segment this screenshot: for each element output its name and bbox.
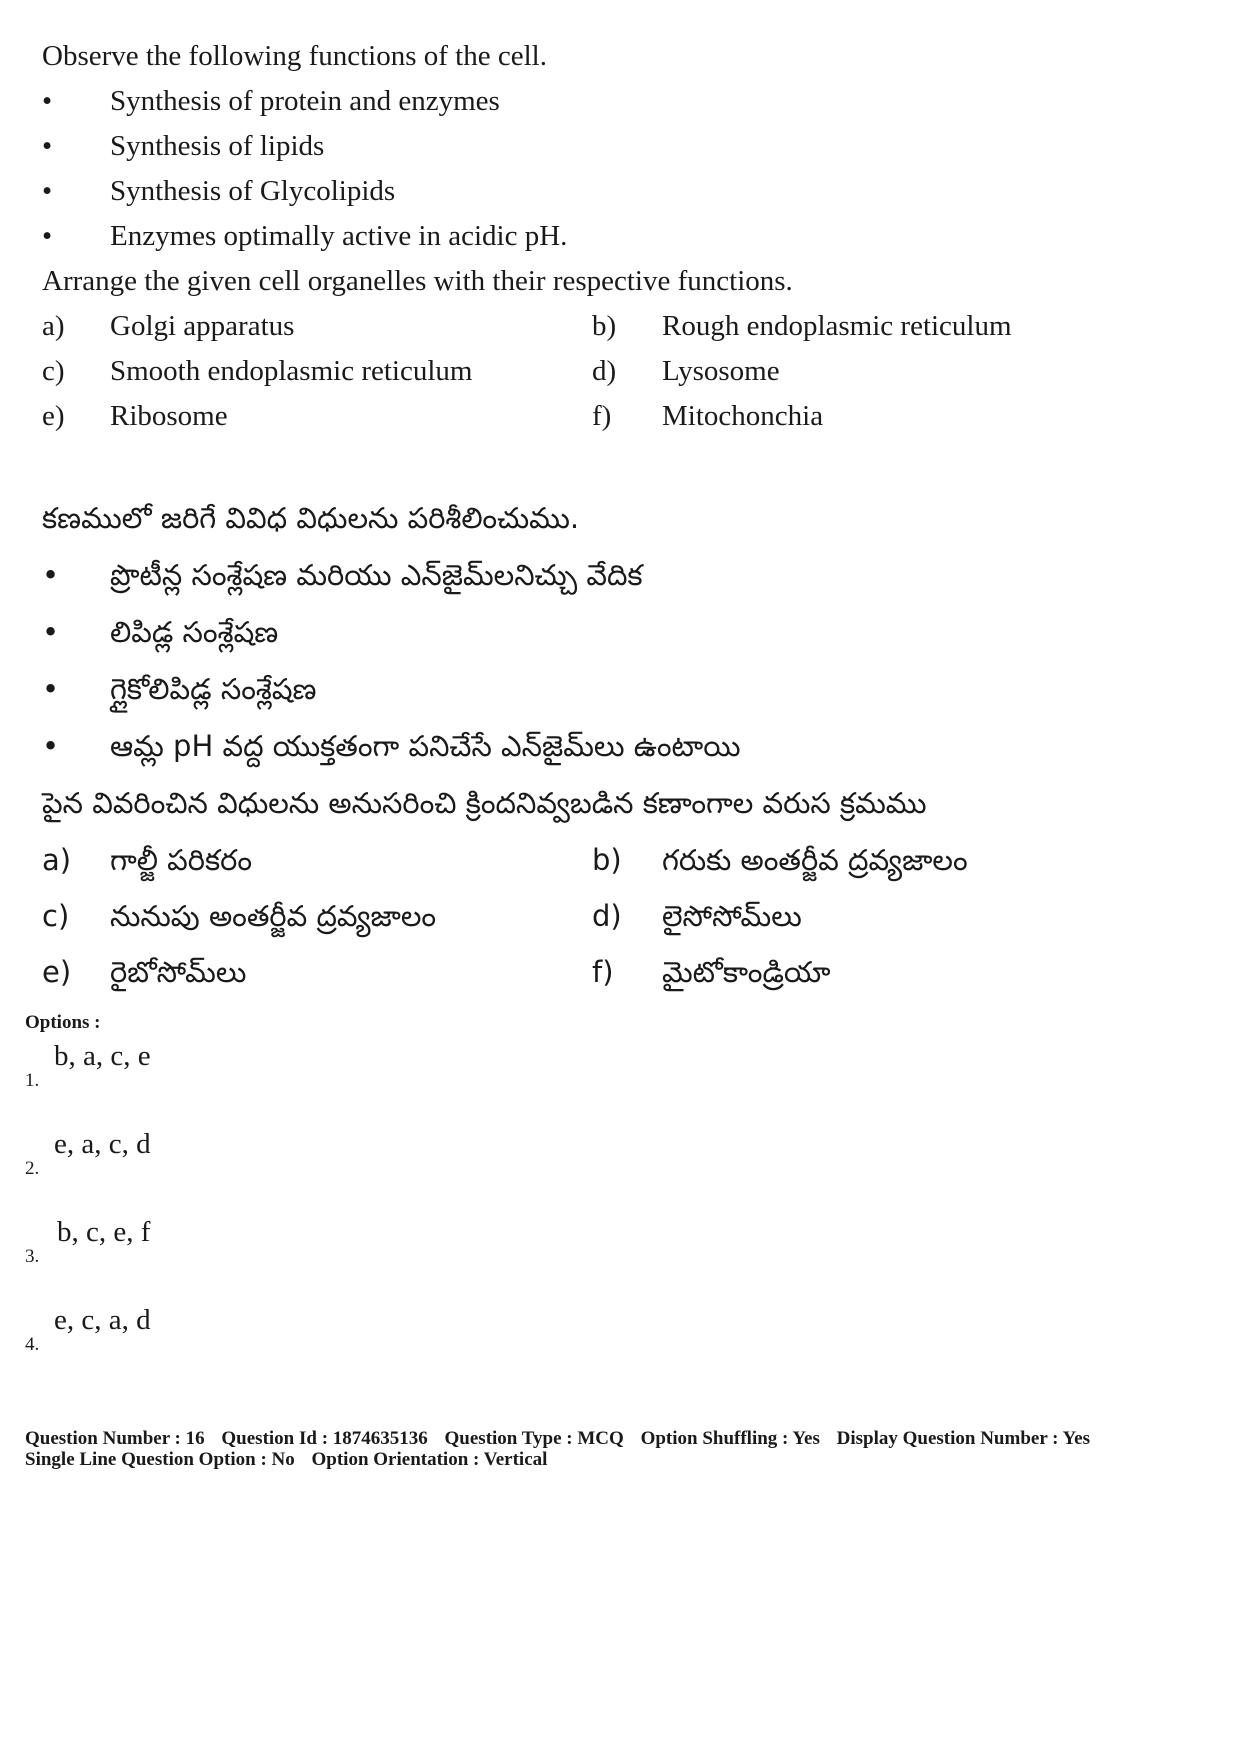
question-type: Question Type : MCQ	[444, 1428, 624, 1449]
question-intro: Observe the following functions of the cell.	[42, 40, 547, 72]
function-bullet: • Synthesis of Glycolipids	[42, 175, 396, 207]
option-text: b, a, c, e	[54, 1040, 151, 1072]
option-number: 4.	[25, 1334, 40, 1355]
function-bullet-telugu: • ఆమ్ల pH వద్ద యుక్తతంగా పనిచేసే ఎన్‌జైమ్‌లు ఉంటాయి	[42, 729, 741, 763]
function-bullet-telugu: • గ్లైకోలిపిడ్ల సంశ్లేషణ	[42, 672, 317, 706]
organelle-d: Lysosome	[662, 355, 780, 387]
function-bullet: • Synthesis of lipids	[42, 130, 325, 162]
organelle-row-telugu: c) నునుపు అంతర్జీవ ద్రవ్యజాలం d) లైసోసోమ్‌లు	[42, 899, 802, 933]
option-text: e, c, a, d	[54, 1304, 151, 1336]
organelle-row: c) Smooth endoplasmic reticulum d) Lysosome	[42, 349, 1192, 394]
question-english	[42, 34, 1192, 439]
option-number: 2.	[25, 1158, 40, 1179]
function-bullet: • Synthesis of protein and enzymes	[42, 85, 500, 117]
function-bullet: • Enzymes optimally active in acidic pH.	[42, 220, 568, 252]
organelle-f: Mitochonchia	[662, 400, 824, 432]
organelle-row-telugu: e) రైబోసోమ్‌లు f) మైటోకాండ్రియా	[42, 955, 831, 989]
option-text: e, a, c, d	[54, 1128, 151, 1160]
question-metadata	[25, 1428, 1225, 1470]
organelle-row-telugu: a) గాల్జీ పరికరం b) గరుకు అంతర్జీవ ద్రవ్యజాలం	[42, 843, 968, 877]
organelle-a: Golgi apparatus	[110, 310, 295, 342]
organelle-b: Rough endoplasmic reticulum	[662, 310, 1012, 342]
option-number: 1.	[25, 1070, 40, 1091]
single-line-option: Single Line Question Option : No	[25, 1449, 295, 1470]
question-intro-telugu: కణములో జరిగే వివిధ విధులను పరిశీలించుము.	[42, 501, 580, 535]
options-heading: Options :	[25, 1012, 101, 1033]
option-number: 3.	[25, 1246, 40, 1267]
option-orientation: Option Orientation : Vertical	[311, 1449, 548, 1470]
organelle-row: e) Ribosome f) Mitochonchia	[42, 394, 1192, 439]
option-shuffling: Option Shuffling : Yes	[640, 1428, 820, 1449]
organelle-c: Smooth endoplasmic reticulum	[110, 355, 473, 387]
organelle-row: a) Golgi apparatus b) Rough endoplasmic reticulum	[42, 304, 1192, 349]
display-question-number: Display Question Number : Yes	[836, 1428, 1090, 1449]
question-number: Question Number : 16	[25, 1428, 205, 1449]
option-text: b, c, e, f	[57, 1216, 151, 1248]
function-bullet-telugu: • లిపిడ్ల సంశ్లేషణ	[42, 615, 279, 649]
organelle-e: Ribosome	[110, 400, 228, 432]
question-id: Question Id : 1874635136	[221, 1428, 428, 1449]
function-bullet-telugu: • ప్రొటీన్ల సంశ్లేషణ మరియు ఎన్‌జైమ్‌లనిచ్చు వేదిక	[42, 558, 643, 592]
question-telugu	[42, 490, 1192, 1000]
question-instruction: Arrange the given cell organelles with their respective functions.	[42, 265, 793, 297]
question-instruction-telugu: పైన వివరించిన విధులను అనుసరించి క్రిందనివ్వబడిన కణాంగాల వరుస క్రమము	[42, 786, 927, 820]
